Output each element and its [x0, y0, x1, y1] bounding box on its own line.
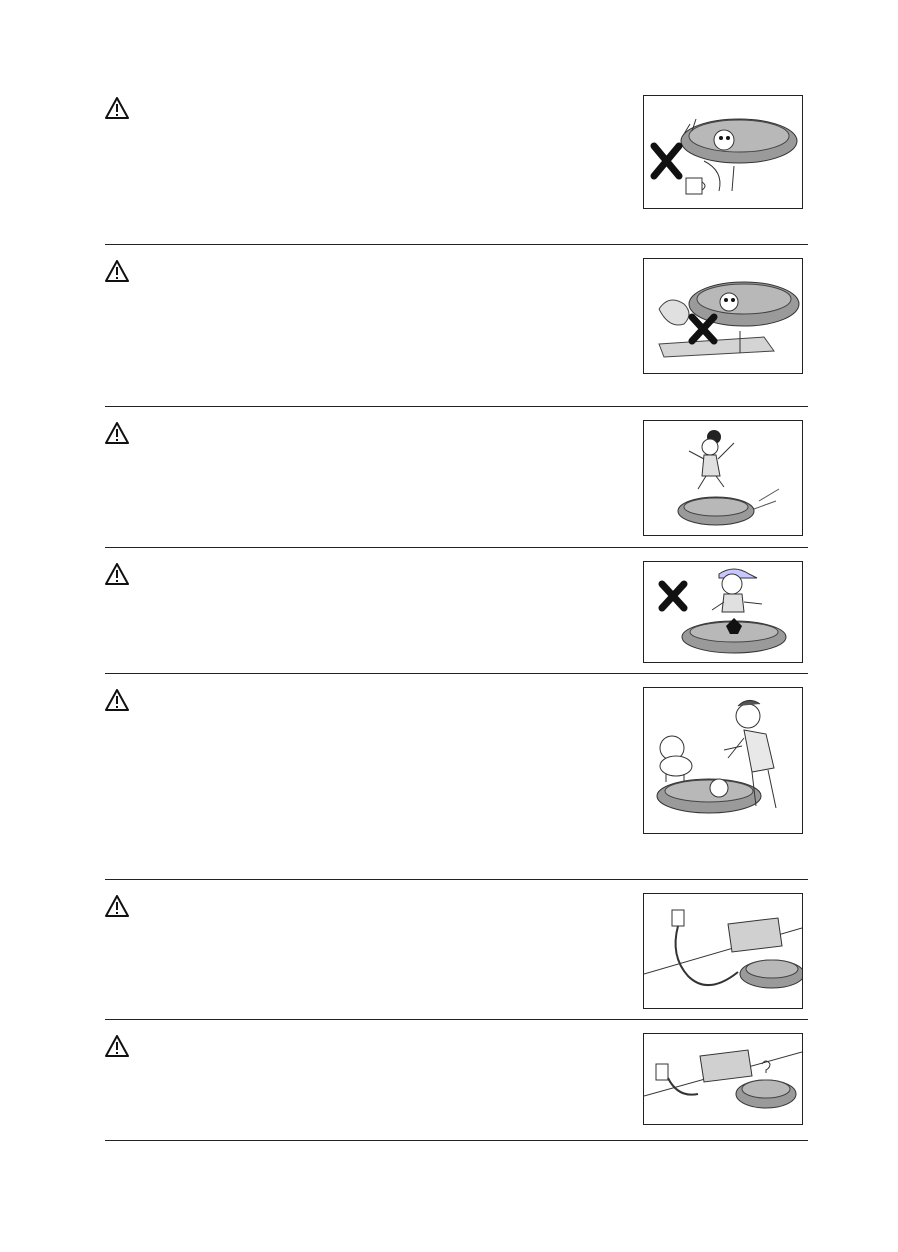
- section-divider: [105, 547, 808, 548]
- section-divider: [105, 406, 808, 407]
- warning-triangle-icon: [105, 422, 129, 444]
- warning-section: [105, 420, 808, 550]
- section-divider: [105, 673, 808, 674]
- warning-section: [105, 95, 808, 245]
- illustration-robot-cleaner-near-cup: [643, 95, 803, 209]
- section-divider: [105, 1140, 808, 1141]
- warning-section: [105, 687, 808, 882]
- warning-section: [105, 1033, 808, 1143]
- warning-section: [105, 258, 808, 408]
- warning-triangle-icon: [105, 563, 129, 585]
- warning-triangle-icon: [105, 260, 129, 282]
- warning-triangle-icon: [105, 895, 129, 917]
- illustration-child-and-dog-near-robot: [643, 687, 803, 834]
- warning-triangle-icon: [105, 689, 129, 711]
- section-divider: [105, 244, 808, 245]
- illustration-child-jumping-over-robot: [643, 420, 803, 536]
- illustration-child-stepping-on-robot: [643, 561, 803, 663]
- warning-section: [105, 893, 808, 1023]
- warning-section: [105, 561, 808, 676]
- illustration-unplugged-charging-station: [643, 1033, 803, 1125]
- section-divider: [105, 879, 808, 880]
- warning-triangle-icon: [105, 97, 129, 119]
- warning-triangle-icon: [105, 1035, 129, 1057]
- illustration-robot-cleaner-entangled-cloth: [643, 258, 803, 374]
- illustration-charging-station-plugged-in: [643, 893, 803, 1009]
- section-divider: [105, 1019, 808, 1020]
